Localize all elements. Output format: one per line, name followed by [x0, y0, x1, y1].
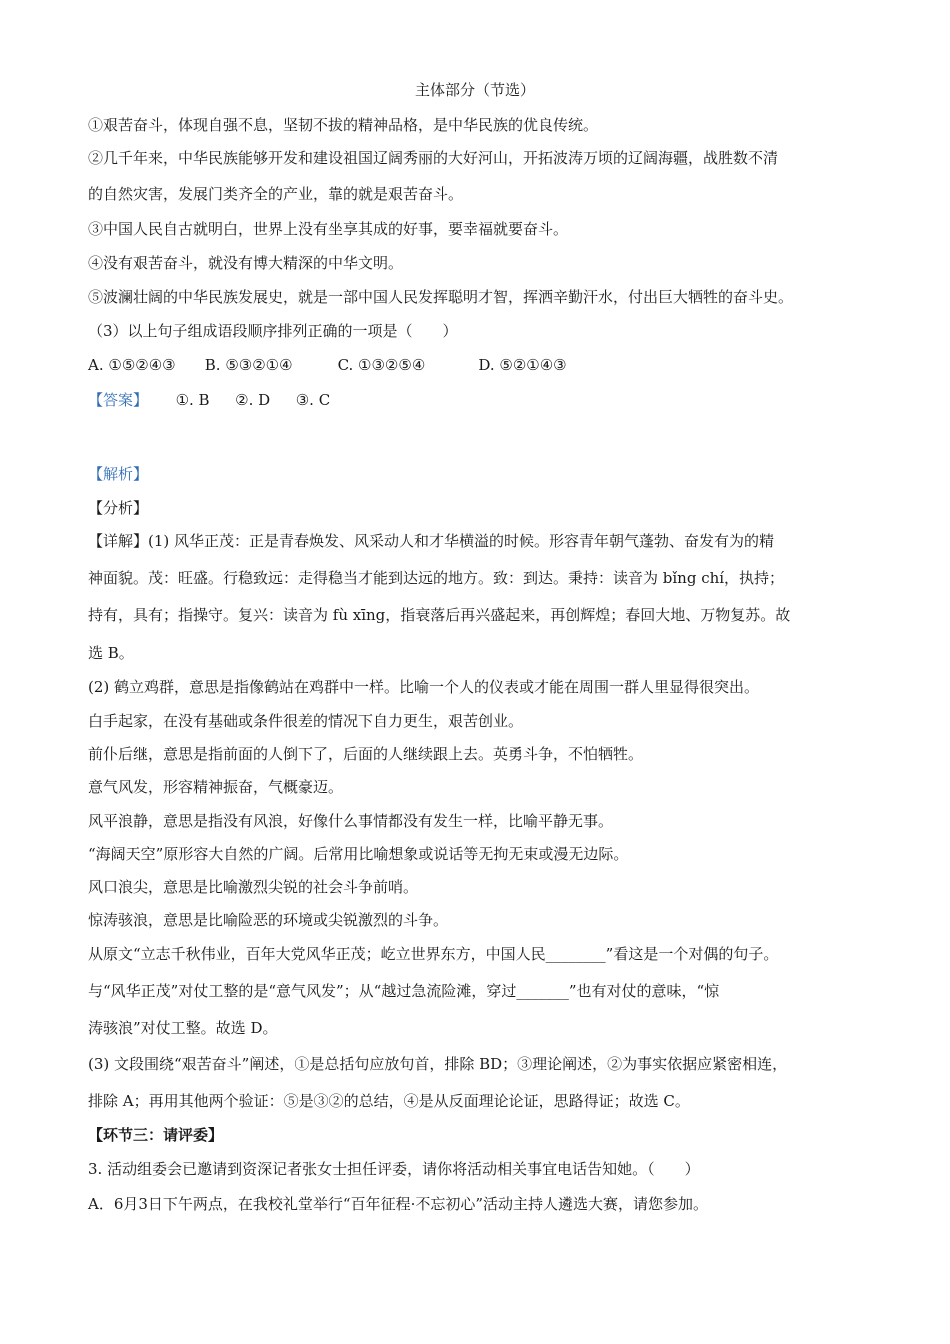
analysis-line-2: 神面貌。茂：旺盛。行稳致远：走得稳当才能到达远的地方。致：到达。秉持：读音为 bǐng chí，执持；	[88, 569, 785, 587]
question-3-stem: （3）以上句子组成语段顺序排列正确的一项是（ ）	[88, 322, 458, 340]
analysis-line-10: “海阔天空”原形容大自然的广阔。后常用比喻想象或说话等无拘无束或漫无边际。	[88, 845, 629, 863]
question-3-option-a: A．6月3日下午两点，在我校礼堂举行“百年征程·不忘初心”活动主持人遴选大赛，请您参加。	[88, 1195, 709, 1213]
passage-sentence-1: ①艰苦奋斗，体现自强不息，坚韧不拔的精神品格，是中华民族的优良传统。	[88, 116, 599, 134]
analysis-line-16: (3) 文段围绕“艰苦奋斗”阐述，①是总括句应放句首，排除 BD；③理论阐述，②为事实依据应紧密相连，	[88, 1055, 788, 1073]
passage-sentence-2: ②几千年来，中华民族能够开发和建设祖国辽阔秀丽的大好河山，开拓波涛万顷的辽阔海疆，战胜数不清	[88, 149, 779, 167]
fenxi-label: 【分析】	[88, 499, 149, 517]
option-d: D. ⑤②①④③	[478, 356, 567, 374]
passage-sentence-5: ⑤波澜壮阔的中华民族发展史，就是一部中国人民发挥聪明才智，挥洒辛勤汗水，付出巨大牺牲的奋斗史。	[88, 288, 794, 306]
analysis-line-13: 从原文“立志千秋伟业，百年大党风华正茂；屹立世界东方，中国人民________”看这是一个对偶的句子。	[88, 945, 779, 963]
analysis-line-8: 意气风发，形容精神振奋，气概豪迈。	[88, 778, 344, 796]
analysis-line-14: 与“风华正茂”对仗工整的是“意气风发”；从“越过急流险滩，穿过_______”也有对仗的意味，“惊	[88, 982, 720, 1000]
question-3-options	[88, 355, 567, 375]
answer-row	[88, 390, 330, 410]
passage-sentence-4: ④没有艰苦奋斗，就没有博大精深的中华文明。	[88, 254, 404, 272]
analysis-line-3: 持有，具有；指操守。复兴：读音为 fù xīng，指衰落后再兴盛起来，再创辉煌；春回大地、万物复苏。故	[88, 606, 791, 624]
analysis-line-7: 前仆后继，意思是指前面的人倒下了，后面的人继续跟上去。英勇斗争，不怕牺牲。	[88, 745, 644, 763]
option-a: A. ①⑤②④③	[88, 356, 176, 374]
analysis-line-12: 惊涛骇浪，意思是比喻险恶的环境或尖锐激烈的斗争。	[88, 911, 449, 929]
passage-sentence-2-cont: 的自然灾害，发展门类齐全的产业，靠的就是艰苦奋斗。	[88, 185, 464, 203]
analysis-line-9: 风平浪静，意思是指没有风浪，好像什么事情都没有发生一样，比喻平静无事。	[88, 812, 614, 830]
answer-item-2: ②. D	[235, 391, 271, 409]
analysis-line-4: 选 B。	[88, 644, 134, 662]
passage-sentence-3: ③中国人民自古就明白，世界上没有坐享其成的好事，要幸福就要奋斗。	[88, 220, 569, 238]
analysis-label: 【解析】	[88, 465, 149, 483]
analysis-line-5: (2) 鹤立鸡群，意思是指像鹤站在鸡群中一样。比喻一个人的仪表或才能在周围一群人里显得很突出。	[88, 678, 760, 696]
analysis-line-6: 白手起家，在没有基础或条件很差的情况下自力更生，艰苦创业。	[88, 712, 524, 730]
passage-heading: 主体部分（节选）	[414, 81, 535, 99]
answer-item-3: ③. C	[295, 391, 331, 409]
option-c: C. ①③②⑤④	[337, 356, 426, 374]
question-3-text: 3. 活动组委会已邀请到资深记者张女士担任评委，请你将活动相关事宜电话告知她。（ ）	[88, 1160, 700, 1178]
analysis-line-15: 涛骇浪”对仗工整。故选 D。	[88, 1019, 278, 1037]
answer-item-1: ①. B	[175, 391, 210, 409]
answer-label: 【答案】	[88, 391, 149, 409]
analysis-line-11: 风口浪尖，意思是比喻激烈尖锐的社会斗争前哨。	[88, 878, 419, 896]
analysis-line-17: 排除 A；再用其他两个验证：⑤是③②的总结，④是从反面理论论证，思路得证；故选 C。	[88, 1092, 690, 1110]
option-b: B. ⑤③②①④	[204, 356, 293, 374]
analysis-line-1: 【详解】(1) 风华正茂：正是青春焕发、风采动人和才华横溢的时候。形容青年朝气蓬勃、奋发有为的精	[88, 532, 775, 550]
section-3-title: 【环节三：请评委】	[88, 1126, 224, 1144]
